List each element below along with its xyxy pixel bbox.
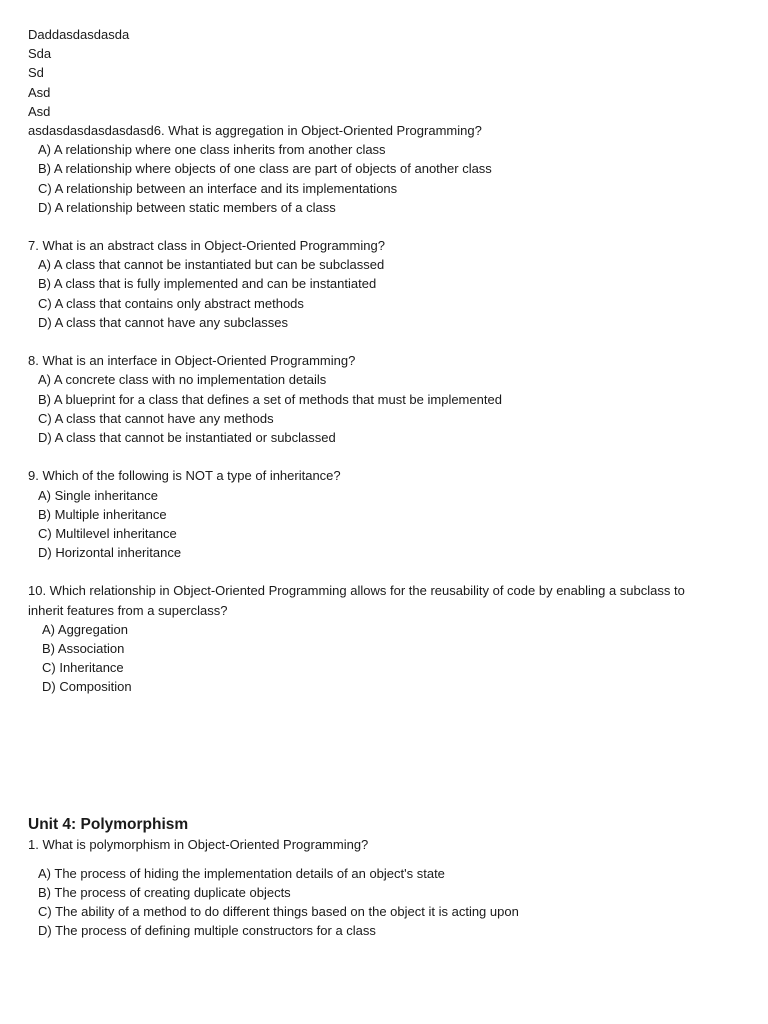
header-line: Sd xyxy=(28,65,44,81)
answer-option: D) A relationship between static members of a class xyxy=(38,199,336,215)
question-text: 10. Which relationship in Object-Oriented Programming allows for the reusability of code by enabling a subclass to inherit features from a superclass? xyxy=(28,583,685,618)
header-line: Daddasdasdasda xyxy=(28,27,130,42)
answer-option: A) A concrete class with no implementation details xyxy=(38,372,327,388)
answer-option: B) A blueprint for a class that defines a set of methods that must be implemented xyxy=(38,391,502,407)
answer-option: B) A relationship where objects of one class are part of objects of another class xyxy=(38,161,492,177)
question-text: 1. What is polymorphism in Object-Oriented Programming? xyxy=(28,836,369,852)
header-line: Asd xyxy=(28,84,51,100)
document-page xyxy=(28,25,748,941)
question-text: 7. What is an abstract class in Object-Oriented Programming? xyxy=(28,238,385,254)
question-8 xyxy=(28,351,748,447)
question-text: 9. Which of the following is NOT a type of inheritance? xyxy=(28,468,341,484)
answer-option: C) A class that contains only abstract methods xyxy=(38,295,304,311)
answer-option: D) A class that cannot have any subclasses xyxy=(38,314,289,330)
spacer xyxy=(28,332,748,351)
question-text: 8. What is an interface in Object-Oriented Programming? xyxy=(28,353,356,369)
question-9 xyxy=(28,466,748,562)
answer-option: A) The process of hiding the implementation details of an object's state xyxy=(38,865,445,881)
question-6 xyxy=(28,121,748,217)
answer-option: B) Association xyxy=(42,641,125,657)
answer-option: D) The process of defining multiple constructors for a class xyxy=(38,923,376,939)
answer-option: B) Multiple inheritance xyxy=(38,506,167,522)
answer-option: D) A class that cannot be instantiated or subclassed xyxy=(38,429,336,445)
header-line: Sda xyxy=(28,46,52,62)
answer-option: D) Composition xyxy=(42,679,132,695)
spacer xyxy=(28,562,748,581)
answer-option: B) A class that is fully implemented and can be instantiated xyxy=(38,276,377,292)
answer-option: A) A relationship where one class inherits from another class xyxy=(38,142,386,158)
answer-option: C) Multilevel inheritance xyxy=(38,525,177,541)
question-text: asdasdasdasdasdasd6. What is aggregation in Object-Oriented Programming? xyxy=(28,122,482,138)
question-10 xyxy=(28,581,748,696)
spacer xyxy=(28,447,748,466)
section-heading: Unit 4: Polymorphism xyxy=(28,815,189,833)
spacer xyxy=(28,217,748,236)
unit-4-section xyxy=(28,815,748,941)
answer-option: A) Single inheritance xyxy=(38,487,158,503)
answer-option: C) Inheritance xyxy=(42,660,124,676)
answer-option: A) A class that cannot be instantiated but can be subclassed xyxy=(38,257,385,273)
header-line: Asd xyxy=(28,103,51,119)
answer-option: C) The ability of a method to do different things based on the object it is acting upon xyxy=(38,904,519,920)
answer-option: C) A class that cannot have any methods xyxy=(38,410,274,426)
answer-option: C) A relationship between an interface and its implementations xyxy=(38,180,398,196)
answer-option: D) Horizontal inheritance xyxy=(38,545,182,561)
spacer xyxy=(28,697,748,815)
answer-option: A) Aggregation xyxy=(42,621,129,637)
spacer xyxy=(28,854,748,864)
answer-option: B) The process of creating duplicate objects xyxy=(38,884,291,900)
header-lines xyxy=(28,25,748,121)
question-7 xyxy=(28,236,748,332)
